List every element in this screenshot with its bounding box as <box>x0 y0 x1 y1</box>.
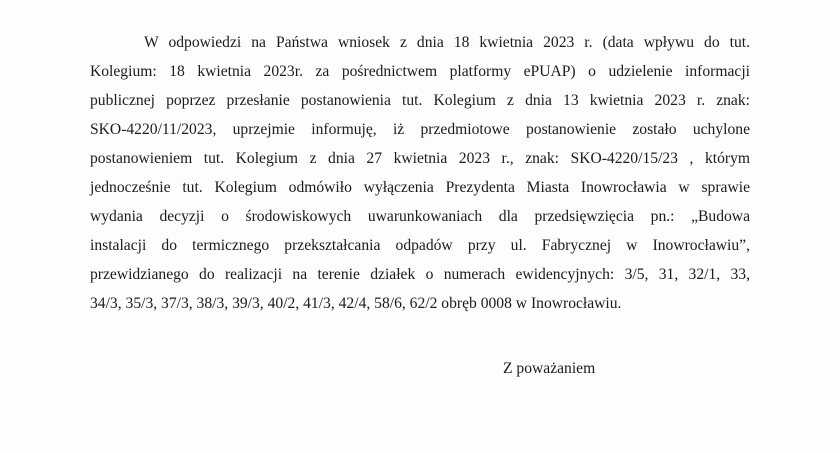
body-line: instalacji do termicznego przekształcania odpadów przy ul. Fabrycznej w Inowrocławiu”, <box>90 237 750 254</box>
body-line: postanowieniem tut. Kolegium z dnia 27 kwietnia 2023 r., znak: SKO-4220/15/23 , którym <box>90 150 750 167</box>
body-line: publicznej poprzez przesłanie postanowienia tut. Kolegium z dnia 13 kwietnia 2023 r. znak: <box>90 92 750 109</box>
closing-salutation: Z poważaniem <box>503 360 596 377</box>
letter-body <box>90 28 750 318</box>
body-line: W odpowiedzi na Państwa wniosek z dnia 18 kwietnia 2023 r. (data wpływu do tut. <box>144 34 750 51</box>
body-line: Kolegium: 18 kwietnia 2023r. za pośrednictwem platformy ePUAP) o udzielenie informacji <box>90 63 750 80</box>
body-line: wydania decyzji o środowiskowych uwarunkowaniach dla przedsięwzięcia pn.: „Budowa <box>90 208 750 225</box>
body-line: jednocześnie tut. Kolegium odmówiło wyłączenia Prezydenta Miasta Inowrocławia w sprawie <box>90 179 750 196</box>
body-line: SKO-4220/11/2023, uprzejmie informuję, iż przedmiotowe postanowienie zostało uchylone <box>90 121 750 138</box>
body-line: przewidzianego do realizacji na terenie działek o numerach ewidencyjnych: 3/5, 31, 32/1, 33, <box>90 266 750 283</box>
body-line: 34/3, 35/3, 37/3, 38/3, 39/3, 40/2, 41/3, 42/4, 58/6, 62/2 obręb 0008 w Inowrocławiu. <box>90 295 622 312</box>
